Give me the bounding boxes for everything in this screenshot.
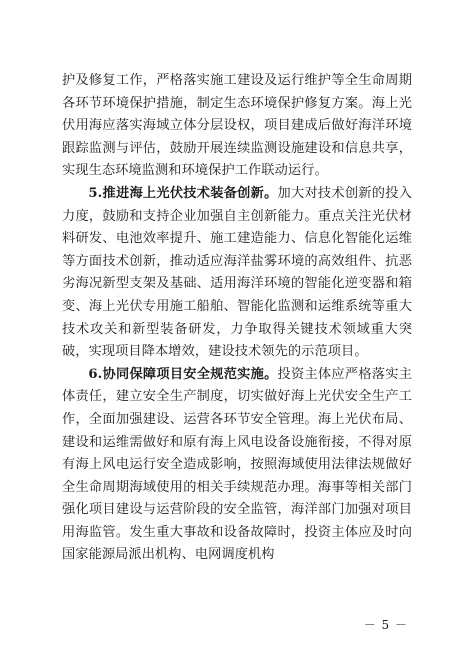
- paragraph-safety: [62, 364, 412, 567]
- paragraph-text: 加大对技术创新的投入力度，鼓励和支持企业加强自主创新能力。重点关注光伏材料研发、电池效率提升、施工建造能力、信息化智能化运维等方面技术创新，推动适应海洋盐雾环境的高效组件、抗恶劣海况新型支架及基础、适用海洋环境的智能化逆变器和箱变、海上光伏专用施工船舶、智能化监测和运维系统等重大技术攻关和新型装备研发，力争取得关键技术领域重大突破，实现项目降本增效，建设技术领先的示范项目。: [62, 185, 412, 360]
- document-body: [62, 70, 412, 567]
- page-number: － 5 －: [363, 618, 408, 632]
- section-heading-tech-innovation: 5.推进海上光伏技术装备创新。: [88, 185, 278, 201]
- paragraph-environment-protection: [62, 70, 412, 183]
- section-heading-safety: 6.协同保障项目安全规范实施。: [88, 366, 278, 382]
- paragraph-tech-innovation: [62, 183, 412, 364]
- paragraph-text: 护及修复工作，严格落实施工建设及运行维护等全生命周期各环节环境保护措施，制定生态环境保护修复方案。海上光伏用海应落实海域立体分层设权，项目建成后做好海洋环境跟踪监测与评估，鼓励开展连续监测设施建设和信息共享，实现生态环境监测和环境保护工作联动运行。: [62, 73, 412, 179]
- paragraph-text: 投资主体应严格落实主体责任，建立安全生产制度，切实做好海上光伏安全生产工作，全面加强建设、运营各环节安全管理。海上光伏布局、建设和运维需做好和原有海上风电设备设施衔接，不得对原有海上风电运行安全造成影响，按照海域使用法律法规做好全生命周期海域使用的相关手续规范办理。海事等相关部门强化项目建设与运营阶段的安全监管，海洋部门加强对项目用海监管。发生重大事故和设备故障时，投资主体应及时向国家能源局派出机构、电网调度机构: [62, 366, 412, 563]
